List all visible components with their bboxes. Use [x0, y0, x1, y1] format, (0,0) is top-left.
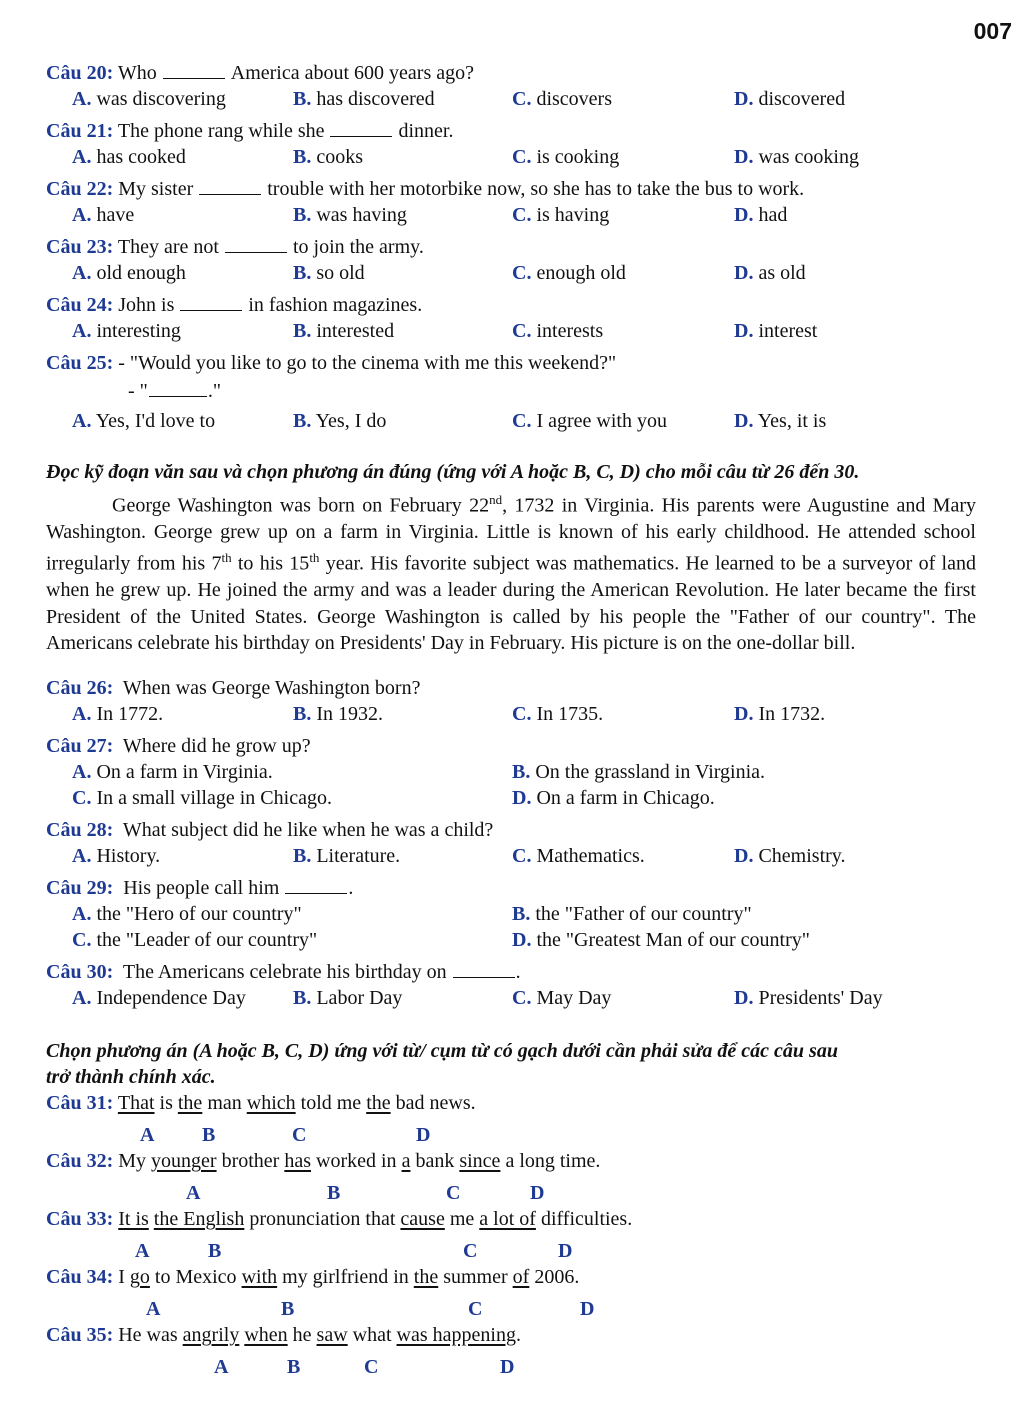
question-20: Câu 20: Who America about 600 years ago? — [46, 62, 474, 84]
question-21: Câu 21: The phone rang while she dinner. — [46, 120, 454, 142]
q27-option-d[interactable]: D. On a farm in Chicago. — [512, 787, 715, 809]
q30-option-c[interactable]: C. May Day — [512, 987, 612, 1009]
q34-letter-a[interactable]: A — [146, 1298, 161, 1320]
q33-letter-c[interactable]: C — [463, 1240, 478, 1262]
q35-letter-c[interactable]: C — [364, 1356, 379, 1378]
q20-option-b[interactable]: B. has discovered — [293, 88, 435, 110]
q25-option-d[interactable]: D. Yes, it is — [734, 410, 827, 432]
q28-option-d[interactable]: D. Chemistry. — [734, 845, 846, 867]
q31-letter-d[interactable]: D — [416, 1124, 431, 1146]
q28-option-b[interactable]: B. Literature. — [293, 845, 401, 867]
question-24: Câu 24: John is in fashion magazines. — [46, 294, 423, 316]
question-31: Câu 31: That is the man which told me the bad news. — [46, 1092, 476, 1114]
q25-option-b[interactable]: B. Yes, I do — [293, 410, 387, 432]
q29-option-b[interactable]: B. the "Father of our country" — [512, 903, 752, 925]
reading-instruction: Đọc kỹ đoạn văn sau và chọn phương án đúng (ứng với A hoặc B, C, D) cho mỗi câu từ 26 đến 30. — [46, 461, 860, 483]
q23-option-b[interactable]: B. so old — [293, 262, 365, 284]
q21-option-d[interactable]: D. was cooking — [734, 146, 859, 168]
q29-option-a[interactable]: A. the "Hero of our country" — [72, 903, 302, 925]
q20-option-d[interactable]: D. discovered — [734, 88, 846, 110]
question-35: Câu 35: He was angrily when he saw what was happening. — [46, 1324, 521, 1346]
q35-letter-d[interactable]: D — [500, 1356, 515, 1378]
q21-option-a[interactable]: A. has cooked — [72, 146, 186, 168]
q32-letter-d[interactable]: D — [530, 1182, 545, 1204]
q20-option-c[interactable]: C. discovers — [512, 88, 612, 110]
q26-option-a[interactable]: A. In 1772. — [72, 703, 164, 725]
q34-letter-d[interactable]: D — [580, 1298, 595, 1320]
q26-option-b[interactable]: B. In 1932. — [293, 703, 384, 725]
q27-option-b[interactable]: B. On the grassland in Virginia. — [512, 761, 766, 783]
q22-option-b[interactable]: B. was having — [293, 204, 407, 226]
q24-option-c[interactable]: C. interests — [512, 320, 604, 342]
q23-option-c[interactable]: C. enough old — [512, 262, 626, 284]
q23-option-d[interactable]: D. as old — [734, 262, 806, 284]
q33-letter-b[interactable]: B — [208, 1240, 222, 1262]
q21-option-c[interactable]: C. is cooking — [512, 146, 620, 168]
q22-option-d[interactable]: D. had — [734, 204, 788, 226]
q22-option-c[interactable]: C. is having — [512, 204, 610, 226]
q31-letter-b[interactable]: B — [202, 1124, 216, 1146]
q25-option-c[interactable]: C. I agree with you — [512, 410, 667, 432]
page-code: 007 — [973, 18, 1012, 44]
question-26: Câu 26: When was George Washington born? — [46, 677, 421, 699]
question-27: Câu 27: Where did he grow up? — [46, 735, 311, 757]
q30-option-d[interactable]: D. Presidents' Day — [734, 987, 883, 1009]
q34-letter-b[interactable]: B — [281, 1298, 295, 1320]
q33-letter-a[interactable]: A — [135, 1240, 150, 1262]
question-33: Câu 33: It is the English pronunciation that cause me a lot of difficulties. — [46, 1208, 633, 1230]
q35-letter-b[interactable]: B — [287, 1356, 301, 1378]
q24-option-a[interactable]: A. interesting — [72, 320, 181, 342]
q24-option-b[interactable]: B. interested — [293, 320, 395, 342]
q29-option-c[interactable]: C. the "Leader of our country" — [72, 929, 318, 951]
question-28: Câu 28: What subject did he like when he was a child? — [46, 819, 494, 841]
q30-option-a[interactable]: A. Independence Day — [72, 987, 246, 1009]
question-22: Câu 22: My sister trouble with her motorbike now, so she has to take the bus to work. — [46, 178, 805, 200]
q21-option-b[interactable]: B. cooks — [293, 146, 364, 168]
question-25: Câu 25: - "Would you like to go to the cinema with me this weekend?" — [46, 352, 617, 374]
q24-option-d[interactable]: D. interest — [734, 320, 818, 342]
q28-option-c[interactable]: C. Mathematics. — [512, 845, 645, 867]
error-instruction-line1: Chọn phương án (A hoặc B, C, D) ứng với từ/ cụm từ có gạch dưới cần phải sửa để các câu sau — [46, 1040, 838, 1062]
q31-letter-a[interactable]: A — [140, 1124, 155, 1146]
reading-passage: George Washington was born on February 22nd, 1732 in Virginia. His parents were Augustine and Mary Washington. George grew up on a farm in Virginia. Little is known of his early childhood. He attended school irregularly from his 7th to his 15th year. His favorite subject was mathematics. He learned to be a surveyor of land when he grew up. He joined the army and was a leader during the American Revolution. He later became the first President of the United States. George Washington is called by his people the "Father of our country". The Americans celebrate his birthday on Presidents' Day in February. His picture is on the one-dollar bill. — [46, 492, 976, 654]
q32-letter-c[interactable]: C — [446, 1182, 461, 1204]
q28-option-a[interactable]: A. History. — [72, 845, 161, 867]
q32-letter-b[interactable]: B — [327, 1182, 341, 1204]
q27-option-a[interactable]: A. On a farm in Virginia. — [72, 761, 273, 783]
q26-option-d[interactable]: D. In 1732. — [734, 703, 826, 725]
q25-reply-line: - " ." — [128, 380, 221, 402]
q31-letter-c[interactable]: C — [292, 1124, 307, 1146]
question-29: Câu 29: His people call him . — [46, 877, 354, 899]
q25-option-a[interactable]: A. Yes, I'd love to — [72, 410, 216, 432]
q35-letter-a[interactable]: A — [214, 1356, 229, 1378]
question-32: Câu 32: My younger brother has worked in a bank since a long time. — [46, 1150, 601, 1172]
error-instruction-line2: trở thành chính xác. — [46, 1066, 216, 1088]
q23-option-a[interactable]: A. old enough — [72, 262, 186, 284]
q32-letter-a[interactable]: A — [186, 1182, 201, 1204]
q29-option-d[interactable]: D. the "Greatest Man of our country" — [512, 929, 810, 951]
q34-letter-c[interactable]: C — [468, 1298, 483, 1320]
q26-option-c[interactable]: C. In 1735. — [512, 703, 604, 725]
q30-option-b[interactable]: B. Labor Day — [293, 987, 403, 1009]
q20-option-a[interactable]: A. was discovering — [72, 88, 226, 110]
q33-letter-d[interactable]: D — [558, 1240, 573, 1262]
question-23: Câu 23: They are not to join the army. — [46, 236, 424, 258]
question-30: Câu 30: The Americans celebrate his birthday on . — [46, 961, 521, 983]
question-34: Câu 34: I go to Mexico with my girlfriend in the summer of 2006. — [46, 1266, 580, 1288]
q22-option-a[interactable]: A. have — [72, 204, 135, 226]
q27-option-c[interactable]: C. In a small village in Chicago. — [72, 787, 332, 809]
